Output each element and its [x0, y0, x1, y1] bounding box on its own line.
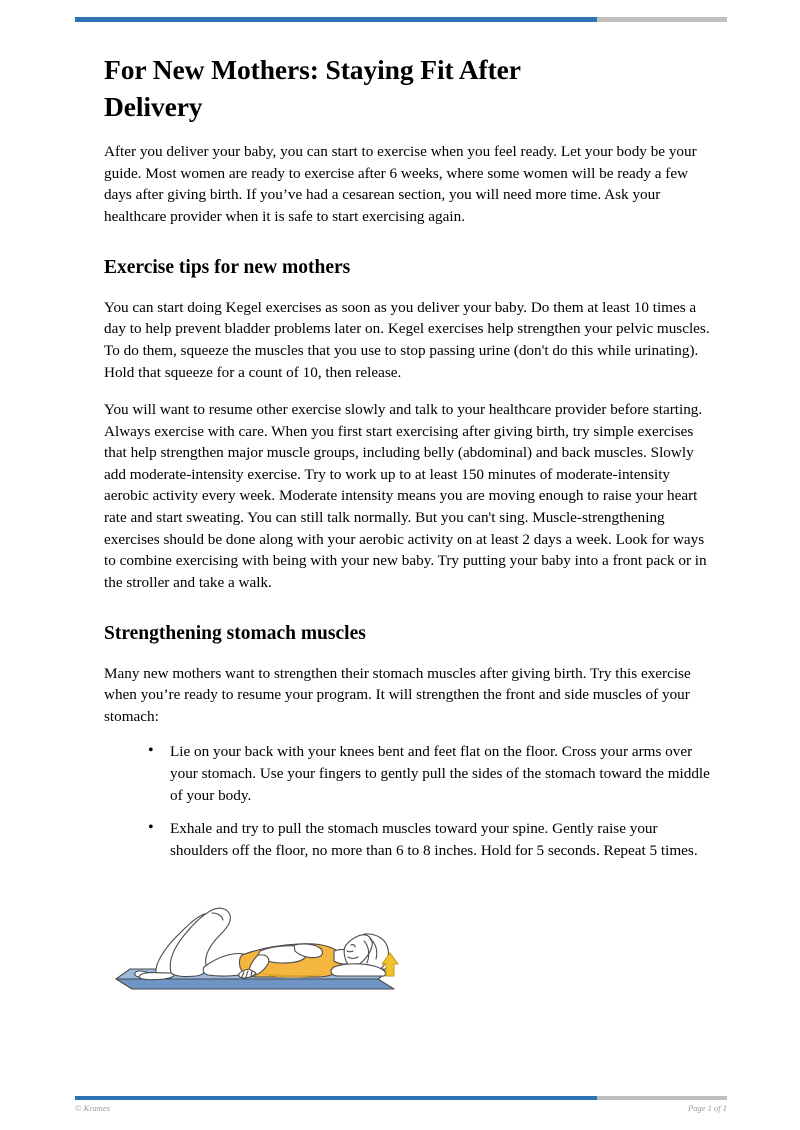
footer	[75, 1103, 727, 1113]
list-item	[148, 818, 712, 861]
section-heading-exercise-tips: Exercise tips for new mothers	[104, 257, 351, 279]
exercise-illustration	[108, 883, 408, 1003]
header-rule-gray-segment	[597, 17, 727, 22]
exercise-steps-list	[104, 741, 712, 861]
copyright-label: © Krames	[75, 1103, 111, 1113]
document-body	[104, 52, 712, 1003]
intro-paragraph: After you deliver your baby, you can start to exercise when you feel ready. Let your body be your guide. Most women are ready to exercise after 6 weeks, where some women will be ready a few days after giving birth. If you’ve had a cesarean section, you will need more time. Ask your healthcare provider when it is safe to start exercising again.	[104, 143, 697, 225]
mat-side-face	[116, 979, 394, 989]
footer-rule-blue-segment	[75, 1096, 597, 1100]
woman-lying-on-mat-icon	[108, 883, 408, 1003]
footer-rule-gray-segment	[597, 1096, 727, 1100]
page-number-label: Page 1 of 1	[688, 1103, 727, 1113]
list-item	[148, 741, 712, 806]
list-item-label: Lie on your back with your knees bent and feet flat on the floor. Cross your arms over your stomach. Use your fingers to gently pull the sides of the stomach toward the middle of your body.	[170, 743, 710, 804]
section-paragraph-kegel: You can start doing Kegel exercises as soon as you deliver your baby. Do them at least 10 times a day to help prevent bladder problems later on. Kegel exercises help strengthen your pelvic muscles. To do them, squeeze the muscles that you use to stop passing urine (don't do this while urinating). Hold that squeeze for a count of 10, then release.	[104, 298, 710, 381]
bullet-icon: •	[148, 819, 154, 837]
bullet-icon: •	[148, 742, 154, 760]
list-item-label: Exhale and try to pull the stomach muscles toward your spine. Gently raise your shoulders off the floor, no more than 6 to 8 inches. Hold for 5 seconds. Repeat 5 times.	[170, 820, 698, 859]
section-paragraph-stomach-intro: Many new mothers want to strengthen their stomach muscles after giving birth. Try this exercise when you’re ready to resume your program. It will strengthen the front and side muscles of your stomach:	[104, 664, 691, 725]
footer-rule	[75, 1096, 727, 1100]
header-rule-blue-segment	[75, 17, 597, 22]
section-paragraph-resume-exercise: You will want to resume other exercise slowly and talk to your healthcare provider before starting. Always exercise with care. When you first start exercising after giving birth, try simple exercises that help strengthen major muscle groups, including belly (abdominal) and back muscles. Slowly add moderate-intensity exercise. Try to work up to at least 150 minutes of moderate-intensity aerobic activity every week. Moderate intensity means you are moving enough to raise your heart rate and start sweating. You can still talk normally. But you can't sing. Muscle-strengthening exercises should be done along with your aerobic activity on at least 2 days a week. Look for ways to combine exercising with being with your new baby. Try putting your baby into a front pack or in the stroller and take a walk.	[104, 401, 707, 591]
page-title: For New Mothers: Staying Fit After Delivery	[104, 54, 521, 122]
section-heading-strengthening-stomach: Strengthening stomach muscles	[104, 623, 366, 645]
header-rule	[75, 17, 727, 22]
